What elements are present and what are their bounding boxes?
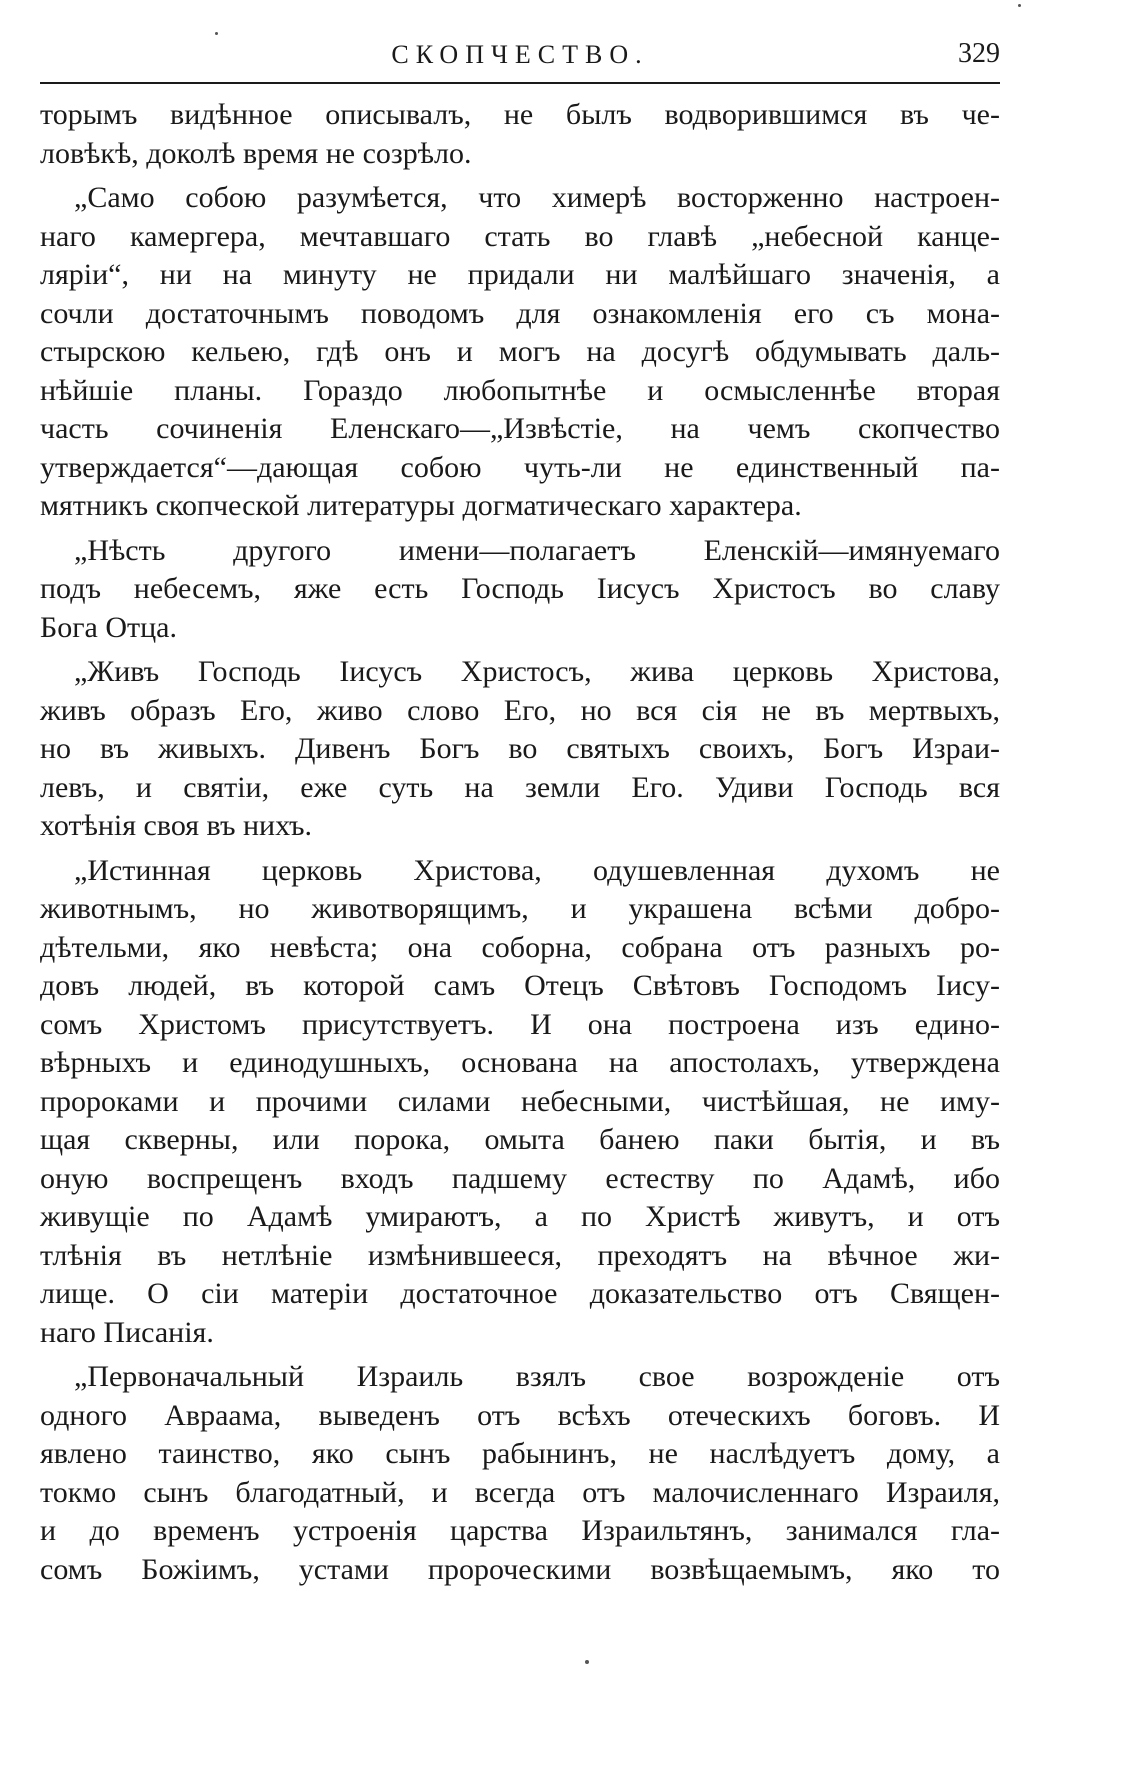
text-line: „Само собою разумѣется, что химерѣ восторженно настроен-	[74, 181, 1000, 214]
text-line: ляріи“, ни на минуту не придали ни малѣйшаго значенія, а	[40, 258, 1000, 291]
text-line: „Первоначальный Израиль взялъ свое возрожденіе отъ	[74, 1360, 1000, 1393]
text-line: щая скверны, или порока, омыта банею паки бытія, и въ	[40, 1123, 1000, 1156]
text-line: токмо сынъ благодатный, и всегда отъ малочисленнаго Израиля,	[40, 1475, 1000, 1509]
paragraph	[40, 179, 1000, 526]
text-line: наго камергера, мечтавшаго стать во главѣ „небесной канце-	[40, 219, 1000, 253]
text-line: но въ живыхъ. Дивенъ Богъ во святыхъ своихъ, Богъ Израи-	[40, 732, 1000, 765]
text-line: живущіе по Адамѣ умираютъ, а по Христѣ живутъ, и отъ	[40, 1200, 1000, 1233]
text-line: оную воспрещенъ входъ падшему естеству по Адамѣ, ибо	[40, 1161, 1000, 1195]
paragraph	[40, 1358, 1000, 1589]
page-header	[40, 38, 1000, 84]
page-number: 329	[958, 38, 1000, 69]
text-line: нѣйшіе планы. Гораздо любопытнѣе и осмысленнѣе вторая	[40, 373, 1000, 407]
text-line: тлѣнія въ нетлѣніе измѣнившееся, преходятъ на вѣчное жи-	[40, 1238, 1000, 1272]
text-line: мятникъ скопческой литературы догматическаго характера.	[40, 489, 802, 522]
text-line: пророками и прочими силами небесными, чистѣйшая, не иму-	[40, 1084, 1000, 1118]
text-line: „Истинная церковь Христова, одушевленная духомъ не	[74, 853, 1000, 887]
text-line: сочли достаточнымъ поводомъ для ознакомленія его съ мона-	[40, 296, 1000, 330]
text-line: довъ людей, въ которой самъ Отецъ Свѣтовъ Господомъ Іису-	[40, 969, 1000, 1002]
print-speck	[215, 32, 218, 35]
text-line: явлено таинство, яко сынъ рабынинъ, не наслѣдуетъ дому, а	[40, 1437, 1000, 1470]
text-line: ловѣкѣ, доколѣ время не созрѣло.	[40, 136, 472, 170]
text-line: левъ, и святіи, еже суть на земли Его. Удиви Господь вся	[40, 770, 1000, 804]
paragraph	[40, 96, 1000, 173]
text-line: „Нѣсть другого имени—полагаетъ Еленскій—имянуемаго	[74, 533, 1000, 567]
print-speck	[1018, 4, 1021, 7]
text-line: „Живъ Господь Іисусъ Христосъ, жива церковь Христова,	[74, 655, 1000, 688]
text-line: одного Авраама, выведенъ отъ всѣхъ отеческихъ боговъ. И	[40, 1398, 1000, 1432]
paragraph	[40, 653, 1000, 846]
text-line: лище. О сіи матеріи достаточное доказательство отъ Священ-	[40, 1277, 1000, 1310]
text-body	[40, 96, 1000, 1589]
text-line: часть сочиненія Еленскаго—„Извѣстіе, на чемъ скопчество	[40, 412, 1000, 445]
print-speck	[585, 1660, 589, 1664]
text-line: сомъ Божіимъ, устами пророческими возвѣщаемымъ, яко то	[40, 1552, 1000, 1586]
paragraph	[40, 852, 1000, 1353]
text-line: хотѣнія своя въ нихъ.	[40, 809, 312, 842]
text-line: животнымъ, но животворящимъ, и украшена всѣми добро-	[40, 892, 1000, 925]
text-line: торымъ видѣнное описывалъ, не былъ водворившимся въ че-	[40, 98, 1000, 131]
text-line: Бога Отца.	[40, 610, 177, 644]
text-line: утверждается“—дающая собою чуть-ли не единственный па-	[40, 450, 1000, 484]
text-line: стырскою кельею, гдѣ онъ и могъ на досугѣ обдумывать даль-	[40, 335, 1000, 368]
running-title: СКОПЧЕСТВО.	[391, 40, 649, 69]
text-line: сомъ Христомъ присутствуетъ. И она построена изъ едино-	[40, 1007, 1000, 1041]
text-line: живъ образъ Его, живо слово Его, но вся сія не въ мертвыхъ,	[40, 693, 1000, 727]
paragraph	[40, 532, 1000, 648]
text-line: и до временъ устроенія царства Израильтянъ, занимался гла-	[40, 1514, 1000, 1547]
text-line: подъ небесемъ, яже есть Господь Іисусъ Христосъ во славу	[40, 572, 1000, 605]
text-line: наго Писанія.	[40, 1315, 214, 1349]
text-line: дѣтельми, яко невѣста; она соборна, собрана отъ разныхъ ро-	[40, 930, 1000, 964]
text-line: вѣрныхъ и единодушныхъ, основана на апостолахъ, утверждена	[40, 1046, 1000, 1079]
